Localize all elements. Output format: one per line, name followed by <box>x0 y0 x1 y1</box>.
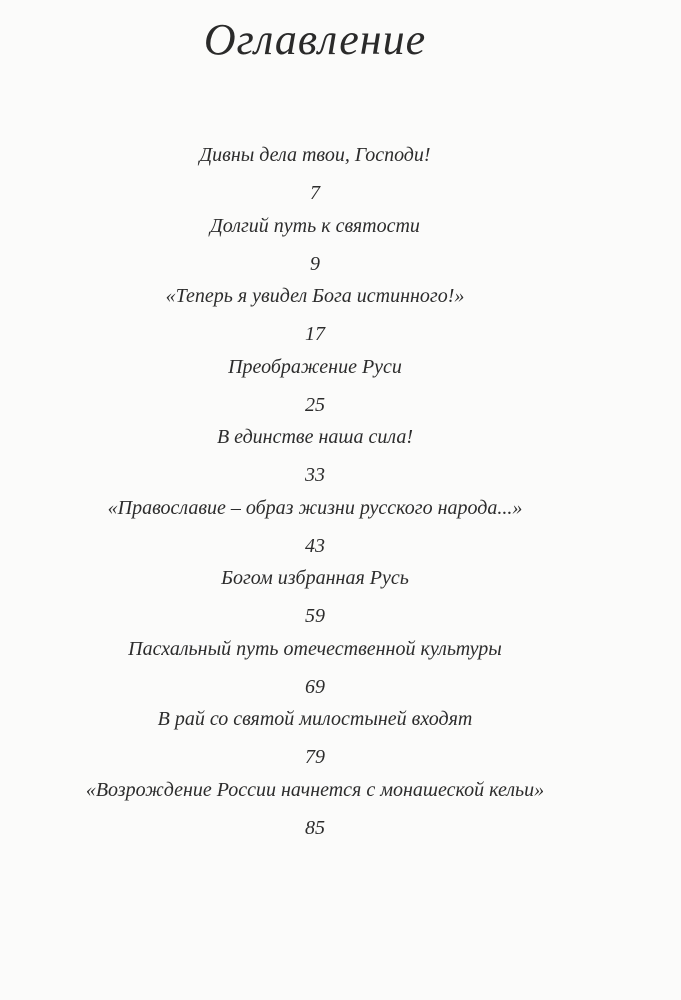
toc-entry <box>0 493 630 564</box>
toc-entry-title: Долгий путь к святости <box>210 214 420 237</box>
toc-entry <box>0 422 630 493</box>
toc-entry-page-number: 17 <box>305 323 325 345</box>
toc-entry-title: В рай со святой милостыней входят <box>157 708 473 730</box>
toc-entry-title: Преображение Руси <box>228 355 402 378</box>
toc-entry-title: «Возрождение России начнется с монашеской кельи» <box>85 778 545 801</box>
toc-entry-page-number: 85 <box>305 816 325 839</box>
toc-entry-page-number: 33 <box>305 464 325 486</box>
toc-entry-title: «Теперь я увидел Бога истинного!» <box>165 285 465 307</box>
toc-entry-title: Пасхальный путь отечественной культуры <box>128 637 502 660</box>
toc-entry-title: Дивны дела твои, Господи! <box>199 144 431 166</box>
toc-entry-title: Богом избранная Русь <box>221 567 409 589</box>
toc-entry-title: В единстве наша сила! <box>216 426 414 448</box>
toc-entry-page-number: 7 <box>310 182 320 204</box>
page-title: Оглавление <box>203 15 427 64</box>
toc-entry <box>0 281 630 352</box>
table-of-contents <box>0 140 630 845</box>
toc-entry <box>0 775 630 846</box>
toc-entry-page-number: 25 <box>305 393 325 416</box>
toc-entry <box>0 211 630 282</box>
toc-entry-page-number: 9 <box>310 252 320 275</box>
toc-entry <box>0 704 630 775</box>
toc-entry <box>0 634 630 705</box>
toc-entry <box>0 563 630 634</box>
toc-entry-title: «Православие – образ жизни русского народа...» <box>107 496 523 519</box>
toc-entry-page-number: 79 <box>305 746 325 768</box>
toc-entry-page-number: 43 <box>305 534 325 557</box>
toc-entry-page-number: 69 <box>305 675 325 698</box>
toc-entry <box>0 352 630 423</box>
toc-entry <box>0 140 630 211</box>
toc-entry-page-number: 59 <box>305 605 325 627</box>
